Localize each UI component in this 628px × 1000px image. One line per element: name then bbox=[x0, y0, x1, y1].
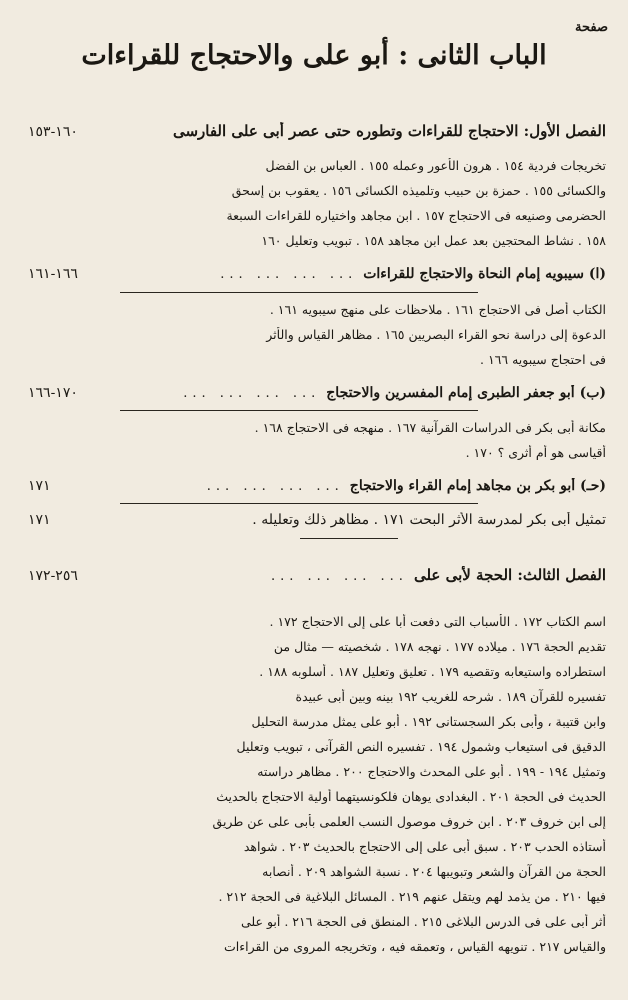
toc-line: الدقيق فى استيعاب وشمول ١٩٤ . تفسيره النص القرآنى ، تبويب وتعليل bbox=[236, 739, 606, 754]
divider-rule bbox=[120, 410, 478, 411]
toc-line: فى احتجاج سيبويه ١٦٦ . bbox=[480, 352, 606, 367]
subsection-heading bbox=[28, 266, 606, 288]
toc-line: الحضرمى وصنيعه فى الاحتجاج ١٥٧ . ابن مجاهد واختياره للقراءات السبعة bbox=[226, 208, 606, 223]
toc-entry-pages: ١٧١ bbox=[28, 512, 51, 528]
page-column-label: صفحة bbox=[575, 20, 608, 35]
leader-dots: ... ... ... ... bbox=[183, 386, 321, 401]
toc-line: ١٥٨ . نشاط المحتجين بعد عمل ابن مجاهد ١٥٨ . تبويب وتعليل ١٦٠ bbox=[261, 233, 606, 248]
toc-line: والكسائى ١٥٥ . حمزة بن حبيب وتلميذه الكسائى ١٥٦ . يعقوب بن إسحق bbox=[231, 183, 606, 198]
leader-dots: ... ... ... ... bbox=[206, 479, 344, 494]
toc-line: تقديم الحجة ١٧٦ . ميلاده ١٧٧ . نهجه ١٧٨ . شخصيته — مثال من bbox=[273, 639, 606, 654]
toc-line: وابن قتيبة ، وأبى بكر السجستانى ١٩٢ . أبو على يمثل مدرسة التحليل bbox=[251, 714, 606, 729]
toc-line: إلى ابن خروف ٢٠٣ . ابن خروف موصول النسب العلمى بأبى على عن طريق bbox=[212, 814, 606, 829]
toc-line: فيها ٢١٠ . من يذمد لهم ويتقل عنهم ٢١٩ . المسائل البلاغية فى الحجة ٢١٢ . bbox=[218, 889, 606, 904]
underline-rule bbox=[300, 538, 398, 539]
toc-line: مكانة أبى بكر فى الدراسات القرآنية ١٦٧ . منهجه فى الاحتجاج ١٦٨ . bbox=[254, 420, 606, 435]
toc-line: تفسيره للقرآن ١٨٩ . شرحه للغريب ١٩٢ بينه وبين أبى عبيدة bbox=[295, 689, 606, 704]
section-heading bbox=[28, 122, 606, 144]
section-heading bbox=[28, 566, 606, 588]
toc-line: استطراده واستيعابه وتقصيه ١٧٩ . تعليق وتعليل ١٨٧ . أسلوبه ١٨٨ . bbox=[259, 664, 606, 679]
divider-rule bbox=[120, 292, 478, 293]
subsection-heading bbox=[28, 385, 606, 407]
section-pages: ١٦٠-١٥٣ bbox=[28, 124, 78, 140]
toc-entry-text: تمثيل أبى بكر لمدرسة الأثر البحت ١٧١ . مظاهر ذلك وتعليله . bbox=[252, 512, 606, 528]
toc-line: اسم الكتاب ١٧٢ . الأسباب التى دفعت أبا على إلى الاحتجاج ١٧٢ . bbox=[269, 614, 606, 629]
subsection-pages: ١٦٦-١٦١ bbox=[28, 266, 78, 282]
toc-entry bbox=[28, 512, 606, 534]
toc-line: الكتاب أصل فى الاحتجاج ١٦١ . ملاحظات على منهج سيبويه ١٦١ . bbox=[269, 302, 606, 317]
toc-line: الحجة من القرآن والشعر وتبويبها ٢٠٤ . نسبة الشواهد ٢٠٩ . أنصابه bbox=[262, 864, 606, 879]
chapter-title: الباب الثانى : أبو على والاحتجاج للقراءات bbox=[81, 40, 547, 71]
toc-line: وتمثيل ١٩٤ - ١٩٩ . أبو على المحدث والاحتجاج ٢٠٠ . مظاهر دراسته bbox=[257, 764, 606, 779]
section-title: الفصل الأول: الاحتجاج للقراءات وتطوره حتى عصر أبى على الفارسى bbox=[172, 122, 606, 140]
toc-line: والقياس ٢١٧ . تنويهه القياس ، وتعمقه فيه ، وتخريجه المروى من القراءات bbox=[224, 939, 606, 954]
leader-dots: ... ... ... ... bbox=[220, 267, 358, 282]
subsection-pages: ١٧١ bbox=[28, 478, 51, 494]
divider-rule bbox=[120, 503, 478, 504]
toc-line: أثر أبى على فى الدرس البلاغى ٢١٥ . المنطق فى الحجة ٢١٦ . أبو على bbox=[240, 914, 606, 929]
subsection-heading bbox=[28, 478, 606, 500]
subsection-pages: ١٧٠-١٦٦ bbox=[28, 385, 78, 401]
toc-line: تخريجات فردية ١٥٤ . هرون الأعور وعمله ١٥٥ . العباس بن الفضل bbox=[265, 158, 606, 173]
section-pages: ٢٥٦-١٧٢ bbox=[28, 568, 78, 584]
subsection-title: (ب) أبو جعفر الطبرى إمام المفسرين والاحتجاج bbox=[326, 385, 606, 401]
toc-line: الدعوة إلى دراسة نحو القراء البصريين ١٦٥ . مظاهر القياس والأثر bbox=[266, 327, 606, 342]
toc-line: الحديث فى الحجة ٢٠١ . البغدادى يوهان فلكونسيتهما أولية الاحتجاج بالحديث bbox=[216, 789, 606, 804]
toc-line: أقياسى هو أم أثرى ؟ ١٧٠ . bbox=[465, 445, 606, 460]
section-title: الفصل الثالث: الحجة لأبى على bbox=[413, 566, 606, 584]
subsection-title: (حـ) أبو بكر بن مجاهد إمام القراء والاحتجاج bbox=[349, 478, 606, 494]
toc-line: أستاذه الحدب ٢٠٣ . سبق أبى على إلى الاحتجاج بالحديث ٢٠٣ . شواهد bbox=[243, 839, 606, 854]
subsection-title: (ا) سيبويه إمام النحاة والاحتجاج للقراءات bbox=[363, 266, 606, 282]
leader-dots: ... ... ... ... bbox=[270, 569, 408, 584]
